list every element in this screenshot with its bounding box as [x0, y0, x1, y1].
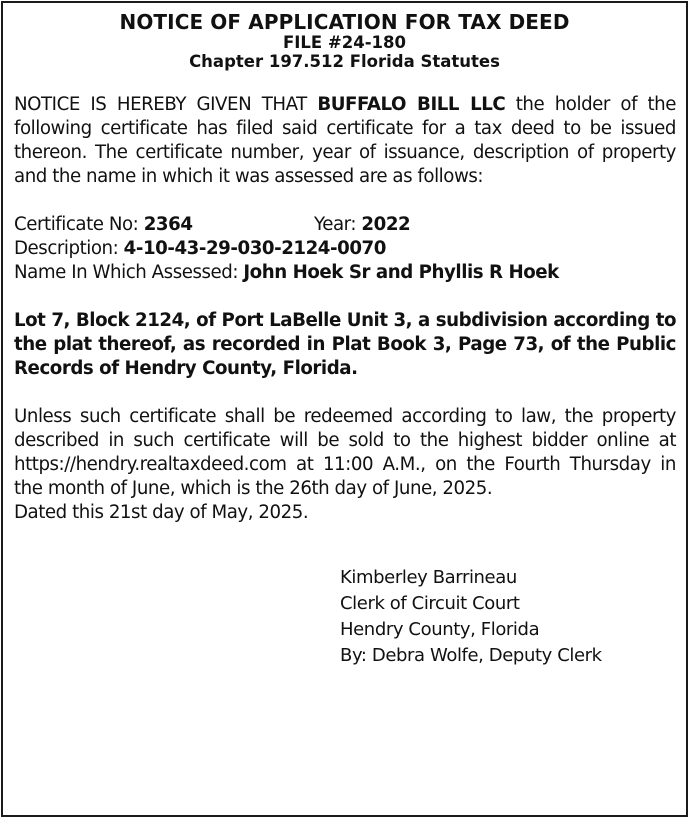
- notice-title: NOTICE OF APPLICATION FOR TAX DEED: [119, 10, 570, 34]
- parcel-description: 4-10-43-29-030-2124-0070: [123, 237, 386, 259]
- tax-deed-notice: [1, 1, 688, 817]
- deputy-clerk: By: Debra Wolfe, Deputy Clerk: [340, 644, 602, 666]
- description-line: [14, 237, 676, 261]
- clerk-county: Hendry County, Florida: [340, 618, 540, 640]
- certificate-label: Certificate No:: [14, 213, 144, 235]
- notice-body: [3, 93, 686, 525]
- statute-reference: Chapter 197.512 Florida Statutes: [189, 51, 500, 71]
- intro-suffix: the holder of the following certificate has filed said certificate for a tax deed to be issued thereon. The certificate number, year of issuance, description of property and the name in which it was assessed are as follows:: [14, 93, 676, 187]
- file-number: FILE #24-180: [282, 33, 407, 52]
- year-label: Year:: [314, 213, 362, 235]
- notice-heading: [3, 11, 686, 72]
- year-value: 2022: [361, 213, 411, 235]
- year-field: [314, 213, 410, 237]
- signature-block: [340, 565, 686, 669]
- intro-paragraph: [14, 93, 676, 189]
- description-label: Description:: [14, 237, 124, 259]
- intro-prefix: NOTICE IS HEREBY GIVEN THAT: [14, 93, 318, 115]
- legal-description: Lot 7, Block 2124, of Port LaBelle Unit 3, a subdivision according to the plat thereof, as recorded in Plat Book 3, Page 73, of the Public Records of Hendry County, Florida.: [14, 309, 676, 379]
- certificate-number-field: [14, 213, 314, 237]
- assessed-line: [14, 261, 676, 285]
- assessed-label: Name In Which Assessed:: [14, 261, 244, 283]
- certificate-holder: BUFFALO BILL LLC: [317, 93, 506, 115]
- clerk-title: Clerk of Circuit Court: [340, 592, 520, 614]
- clerk-name: Kimberley Barrineau: [340, 566, 517, 588]
- certificate-line: [14, 213, 676, 237]
- redemption-paragraph: Unless such certificate shall be redeemed according to law, the property described in such certificate will be sold to the highest bidder online at https://hendry.realtaxdeed.com at 11:00 A.M., on the Fourth Thursday in the month of June, which is the 26th day of June, 2025.: [14, 405, 676, 499]
- certificate-number: 2364: [143, 213, 193, 235]
- assessed-name: John Hoek Sr and Phyllis R Hoek: [243, 261, 559, 283]
- dated-line: Dated this 21st day of May, 2025.: [14, 501, 309, 523]
